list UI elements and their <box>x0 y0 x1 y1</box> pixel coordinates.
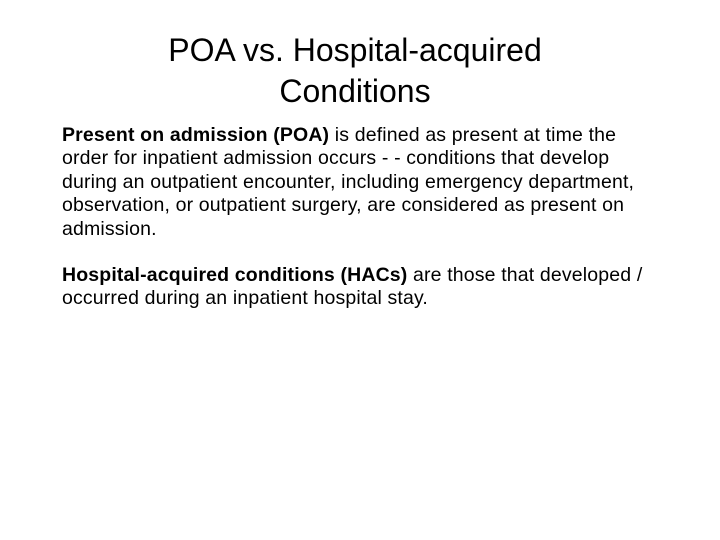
poa-definition-text: is defined as present at time the order for inpatient admission occurs - - conditions that develop during an outpatient encounter, including emergency department, observation, or outpatient surgery, are considered as present on admission. <box>62 124 635 240</box>
slide-title <box>80 30 630 112</box>
slide-title-line-1: POA vs. Hospital-acquired <box>168 32 542 68</box>
slide-title-line-2: Conditions <box>279 73 431 109</box>
hac-definition-paragraph <box>62 264 662 311</box>
hac-term: Hospital-acquired conditions (HACs) <box>62 264 408 287</box>
slide-body <box>62 124 662 334</box>
poa-definition-paragraph <box>62 124 662 241</box>
hac-definition-text: are those that developed / occurred during an inpatient hospital stay. <box>62 264 643 310</box>
poa-term: Present on admission (POA) <box>62 124 330 146</box>
